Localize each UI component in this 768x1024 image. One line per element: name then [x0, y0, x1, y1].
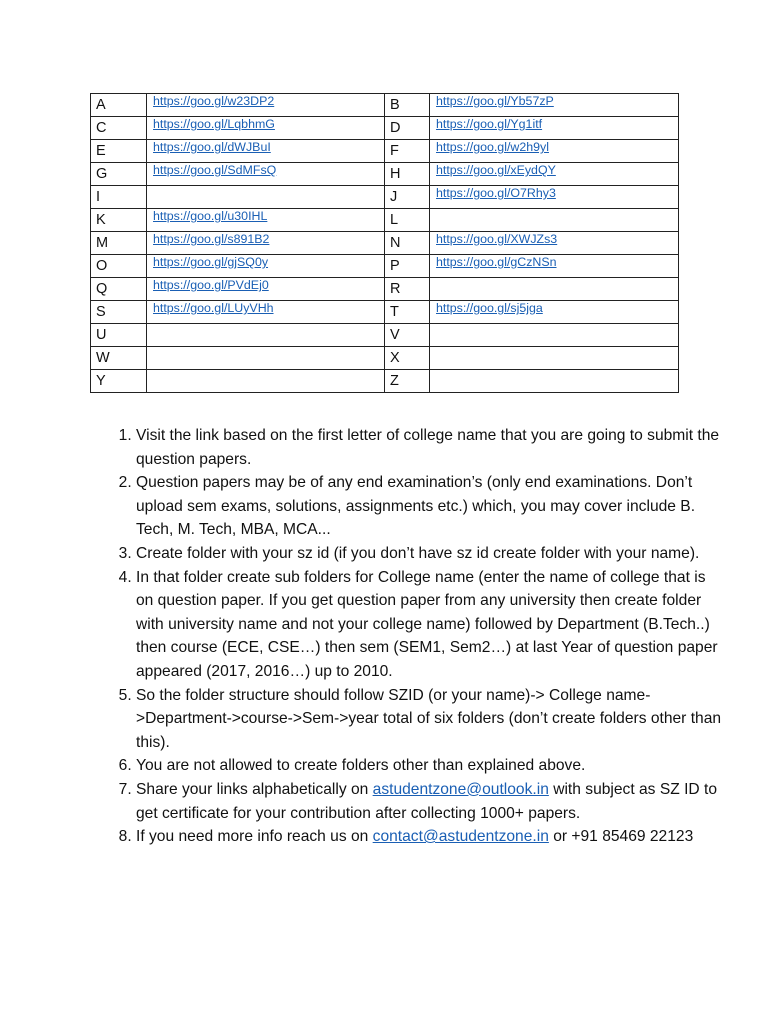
- college-link-k[interactable]: https://goo.gl/u30IHL: [153, 209, 268, 223]
- link-cell: [430, 209, 679, 232]
- link-cell: [430, 94, 679, 117]
- college-link-t[interactable]: https://goo.gl/sj5jga: [436, 301, 543, 315]
- table-row: [91, 370, 679, 393]
- link-cell: [430, 255, 679, 278]
- table-row: [91, 140, 679, 163]
- link-cell: [147, 347, 385, 370]
- letter-cell: T: [385, 301, 430, 324]
- letter-cell: H: [385, 163, 430, 186]
- letter-cell: B: [385, 94, 430, 117]
- letter-cell: Z: [385, 370, 430, 393]
- college-link-q[interactable]: https://goo.gl/PVdEj0: [153, 278, 269, 292]
- list-item: [136, 754, 726, 778]
- letter-cell: K: [91, 209, 147, 232]
- college-link-p[interactable]: https://goo.gl/gCzNSn: [436, 255, 557, 269]
- letter-cell: J: [385, 186, 430, 209]
- letter-cell: U: [91, 324, 147, 347]
- link-cell: [147, 186, 385, 209]
- list-item: [136, 424, 726, 471]
- letter-cell: D: [385, 117, 430, 140]
- link-cell: [430, 301, 679, 324]
- instruction-text: So the folder structure should follow SZID (or your name)-> College name->Department->course->Sem->year total of six folders (don’t create folders other than this).: [136, 686, 722, 751]
- table-row: [91, 163, 679, 186]
- instruction-text: Question papers may be of any end examination’s (only end examinations. Don’t upload sem exams, solutions, assignments etc.) which, you may cover include B. Tech, M. Tech, MBA, MCA...: [136, 474, 696, 539]
- list-item: [136, 684, 726, 755]
- table-row: [91, 278, 679, 301]
- link-cell: [147, 163, 385, 186]
- college-link-c[interactable]: https://goo.gl/LqbhmG: [153, 117, 275, 131]
- link-cell: [430, 278, 679, 301]
- letter-cell: L: [385, 209, 430, 232]
- list-item: [136, 825, 726, 849]
- link-cell: [430, 117, 679, 140]
- letter-cell: O: [91, 255, 147, 278]
- table-row: [91, 209, 679, 232]
- table-row: [91, 117, 679, 140]
- link-cell: [147, 255, 385, 278]
- instruction-text: Visit the link based on the first letter of college name that you are going to submit the question papers.: [136, 427, 720, 468]
- instruction-text: Share your links alphabetically on: [136, 780, 373, 798]
- table-row: [91, 324, 679, 347]
- college-link-n[interactable]: https://goo.gl/XWJZs3: [436, 232, 558, 246]
- letter-cell: E: [91, 140, 147, 163]
- list-item: [136, 471, 726, 542]
- college-link-f[interactable]: https://goo.gl/w2h9yl: [436, 140, 549, 154]
- college-link-g[interactable]: https://goo.gl/SdMFsQ: [153, 163, 277, 177]
- college-link-m[interactable]: https://goo.gl/s891B2: [153, 232, 270, 246]
- link-cell: [147, 117, 385, 140]
- table-row: [91, 301, 679, 324]
- instruction-text: You are not allowed to create folders other than explained above.: [136, 757, 586, 775]
- instruction-text: with subject as SZ ID to get certificate for your contribution after collecting 1000+ papers.: [136, 780, 718, 822]
- college-link-o[interactable]: https://goo.gl/gjSQ0y: [153, 255, 269, 269]
- college-link-s[interactable]: https://goo.gl/LUyVHh: [153, 301, 274, 315]
- link-cell: [147, 94, 385, 117]
- outlook-email-link[interactable]: astudentzone@outlook.in: [372, 780, 549, 798]
- instruction-text: or +91 85469 22123: [548, 828, 694, 846]
- college-link-b[interactable]: https://goo.gl/Yb57zP: [436, 94, 554, 108]
- link-cell: [430, 140, 679, 163]
- table-row: [91, 232, 679, 255]
- instruction-text: In that folder create sub folders for College name (enter the name of college that is on question paper. If you get question paper from any university then create folder with university name and not your college name) followed by Department (B.Tech..) then course (ECE, CSE…) then sem (SEM1, Sem2…) at last Year of question paper appeared (2017, 2016…) up to 2010.: [136, 568, 718, 680]
- instructions-list: [101, 424, 726, 849]
- link-cell: [430, 324, 679, 347]
- table-row: [91, 255, 679, 278]
- link-cell: [430, 347, 679, 370]
- letter-cell: Q: [91, 278, 147, 301]
- letter-cell: V: [385, 324, 430, 347]
- letter-cell: S: [91, 301, 147, 324]
- letter-cell: A: [91, 94, 147, 117]
- letter-cell: N: [385, 232, 430, 255]
- link-cell: [147, 370, 385, 393]
- link-cell: [147, 209, 385, 232]
- list-item: [136, 542, 726, 566]
- table-row: [91, 186, 679, 209]
- link-cell: [147, 278, 385, 301]
- letter-cell: Y: [91, 370, 147, 393]
- link-cell: [147, 301, 385, 324]
- link-cell: [430, 370, 679, 393]
- college-link-a[interactable]: https://goo.gl/w23DP2: [153, 94, 275, 108]
- college-link-e[interactable]: https://goo.gl/dWJBuI: [153, 140, 271, 154]
- letter-cell: R: [385, 278, 430, 301]
- contact-email-link[interactable]: contact@astudentzone.in: [372, 828, 549, 846]
- link-cell: [147, 232, 385, 255]
- letter-cell: P: [385, 255, 430, 278]
- letter-cell: M: [91, 232, 147, 255]
- list-item: [136, 566, 726, 684]
- college-link-d[interactable]: https://goo.gl/Yg1itf: [436, 117, 543, 131]
- table-row: [91, 94, 679, 117]
- link-cell: [430, 186, 679, 209]
- letter-cell: C: [91, 117, 147, 140]
- instruction-text: Create folder with your sz id (if you don’t have sz id create folder with your name).: [136, 544, 700, 562]
- table-row: [91, 347, 679, 370]
- letter-cell: G: [91, 163, 147, 186]
- letter-cell: F: [385, 140, 430, 163]
- link-cell: [430, 232, 679, 255]
- list-item: [136, 778, 726, 825]
- college-link-j[interactable]: https://goo.gl/O7Rhy3: [436, 186, 556, 200]
- college-link-h[interactable]: https://goo.gl/xEydQY: [436, 163, 556, 177]
- instruction-text: If you need more info reach us on: [136, 828, 373, 846]
- college-links-table: [90, 93, 679, 393]
- letter-cell: X: [385, 347, 430, 370]
- link-cell: [147, 324, 385, 347]
- letter-cell: W: [91, 347, 147, 370]
- link-cell: [430, 163, 679, 186]
- letter-cell: I: [91, 186, 147, 209]
- link-cell: [147, 140, 385, 163]
